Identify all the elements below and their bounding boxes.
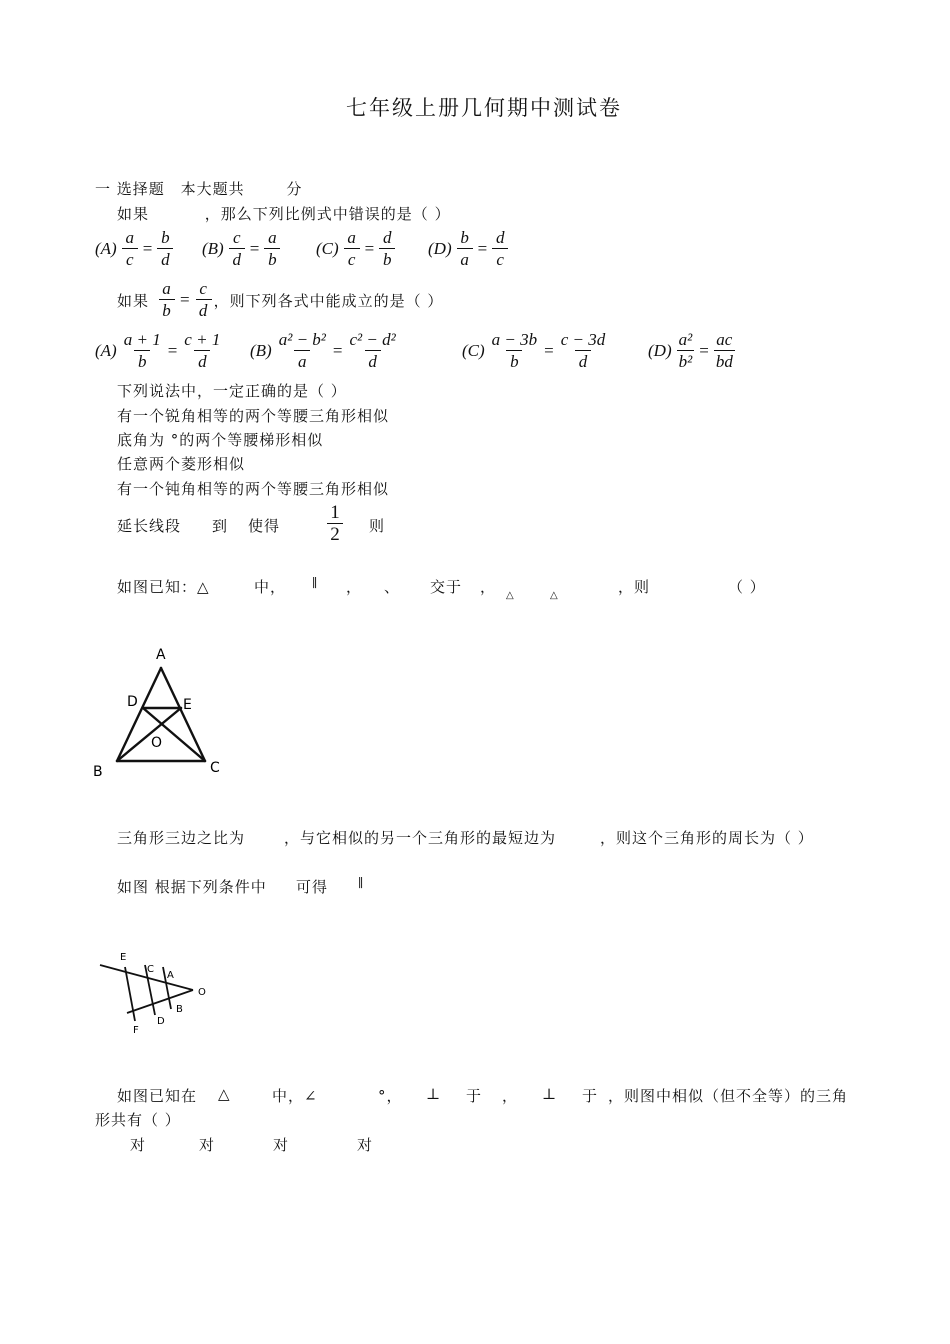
numerator: c: [232, 228, 241, 247]
q4-text-a: 延长线段: [117, 517, 182, 535]
q8-text-7: ，: [502, 1087, 519, 1105]
q5-triangle-1: △: [506, 590, 514, 601]
q4-text-d: 则: [369, 517, 386, 535]
q2-option-c: (C) $\frac{a - 3b}{b}$ = $\frac{c - 3d}{d}$: [462, 330, 606, 371]
page-title: 七年级上册几何期中测试卷: [346, 96, 622, 120]
numerator: ac: [716, 330, 733, 349]
q3-choice-3: 任意两个菱形相似: [117, 455, 246, 473]
numerator: a: [347, 228, 356, 247]
label-b: B: [176, 1004, 183, 1015]
q8-text-8: ⊥: [542, 1085, 558, 1103]
figure-triangle-abc: [90, 644, 230, 784]
denominator: b: [159, 299, 175, 321]
denominator: b²: [678, 352, 693, 371]
q8-text-9: 于: [582, 1087, 599, 1105]
q3-choice-4: 有一个钝角相等的两个等腰三角形相似: [117, 480, 390, 498]
option-label: (A): [95, 341, 117, 360]
denominator: d: [229, 248, 245, 270]
q1-stem-b: ，那么下列比例式中错误的是（ ）: [204, 205, 451, 223]
denominator: d: [194, 350, 210, 372]
q8-text-10: ，则图中相似（但不全等）的三角: [608, 1087, 849, 1105]
q3-stem: 下列说法中，一定正确的是（ ）: [117, 382, 347, 400]
q5-text-h: ，则: [618, 578, 651, 596]
label-c: C: [210, 760, 220, 776]
denominator: d: [196, 299, 212, 321]
denominator: 2: [327, 523, 343, 545]
section-heading: [95, 178, 302, 199]
label-o: O: [198, 987, 206, 998]
q5-text-f: 交于: [430, 578, 463, 596]
numerator: b: [161, 228, 170, 247]
denominator: a: [457, 248, 473, 270]
numerator: a − 3b: [491, 330, 538, 349]
q5-parallel: ∥: [312, 576, 319, 590]
label-d: D: [127, 694, 138, 710]
q7-parallel: ∥: [358, 876, 365, 890]
figure-lines-eo: [95, 945, 225, 1040]
denominator: d: [575, 350, 591, 372]
segment-ac: [161, 668, 205, 761]
denominator: c: [492, 248, 508, 270]
q8-text-5: ⊥: [426, 1085, 442, 1103]
denominator: b: [264, 248, 280, 270]
denominator: b: [379, 248, 395, 270]
numerator: a: [125, 228, 134, 247]
q6-text-b: ，与它相似的另一个三角形的最短边为: [284, 829, 557, 847]
q8-answer-c: 对: [273, 1136, 290, 1154]
q8-text-1: 如图已知在: [117, 1087, 198, 1105]
option-label: (D): [428, 239, 452, 258]
q3-choice-1: 有一个锐角相等的两个等腰三角形相似: [117, 407, 390, 425]
numerator: a² − b²: [278, 330, 326, 349]
numerator: d: [383, 228, 392, 247]
denominator: d: [157, 248, 173, 270]
q8-text-6: 于: [466, 1087, 483, 1105]
q4-fraction: [325, 503, 345, 545]
denominator: b: [506, 350, 522, 372]
q6-text-c: ，则这个三角形的周长为（ ）: [600, 829, 814, 847]
q8-text-3: 中，∠: [272, 1087, 318, 1105]
label-e: E: [183, 697, 192, 713]
q1-option-d: (D) $\frac{b}{a}$ = $\frac{d}{c}$: [428, 228, 510, 270]
q8-text-4: °，: [378, 1087, 403, 1105]
label-b: B: [93, 764, 103, 780]
q3-choice-2: 底角为 °的两个等腰梯形相似: [117, 431, 324, 449]
q5-answer-paren: （ ）: [728, 578, 766, 596]
q8-text-2: △: [218, 1085, 231, 1103]
label-a: A: [156, 647, 166, 663]
denominator: a: [294, 350, 310, 372]
denominator: b: [134, 350, 150, 372]
q2-stem-a: 如果: [117, 291, 150, 310]
numerator: a + 1: [123, 330, 161, 349]
numerator: c² − d²: [349, 330, 396, 349]
numerator: 1: [330, 502, 340, 523]
q5-text-a: 如图已知：△: [117, 578, 210, 596]
numerator: c: [199, 279, 208, 298]
option-label: (A): [95, 239, 117, 258]
q6-text-a: 三角形三边之比为: [117, 829, 246, 847]
q4-text-b: 到: [212, 517, 229, 535]
q1-option-b: (B) $\frac{c}{d}$ = $\frac{a}{b}$: [202, 228, 282, 270]
label-c: C: [147, 964, 154, 975]
q1-stem: [117, 203, 451, 224]
segment-fo: [127, 990, 193, 1013]
q5-text-e: 、: [384, 578, 401, 596]
q7-text-b: 可得: [296, 878, 329, 896]
numerator: a: [162, 279, 172, 298]
q5-text-g: ，: [480, 578, 497, 596]
segment-eb: [117, 708, 181, 761]
numerator: a²: [678, 330, 693, 349]
denominator: c: [344, 248, 360, 270]
q7-text-a: 如图 根据下列条件中: [117, 878, 267, 896]
q2-stem: 如果 $\frac{a}{b}$ = $\frac{c}{d}$ ，则下列各式中能成立的是（ ）: [117, 279, 444, 320]
section-sub: 本大题共: [180, 180, 245, 198]
numerator: a: [268, 228, 277, 247]
section-fen: 分: [286, 180, 303, 198]
option-label: (C): [462, 341, 485, 360]
label-d: D: [157, 1016, 165, 1027]
q8-answer-b: 对: [199, 1136, 216, 1154]
q1-option-c: (C) $\frac{a}{c}$ = $\frac{d}{b}$: [316, 228, 397, 270]
q8-answer-d: 对: [357, 1136, 374, 1154]
denominator: bd: [715, 352, 733, 371]
option-label: (B): [250, 341, 272, 360]
option-label: (D): [648, 341, 672, 360]
label-o: O: [151, 735, 163, 751]
q1-stem-a: 如果: [117, 205, 150, 223]
numerator: c + 1: [184, 330, 221, 349]
q5-text-b: 中，: [254, 578, 287, 596]
option-label: (C): [316, 239, 339, 258]
section-label: 一 选择题: [95, 180, 165, 198]
q8-answer-a: 对: [130, 1136, 147, 1154]
q1-option-a: (A) $\frac{a}{c}$ = $\frac{b}{d}$: [95, 228, 175, 270]
label-e: E: [120, 952, 127, 963]
numerator: d: [495, 228, 505, 247]
q5-text-d: ，: [346, 578, 363, 596]
denominator: d: [365, 350, 381, 372]
label-a: A: [167, 970, 174, 981]
q8-text-line2: 形共有（ ）: [95, 1111, 181, 1129]
denominator: c: [122, 248, 138, 270]
q2-option-b: (B) $\frac{\text{a² − b²}}{a}$ = $\frac{\text{c² − d²}}{d}$: [250, 330, 396, 371]
label-f: F: [133, 1025, 139, 1036]
q2-option-a: (A) $\frac{a + 1}{b}$ = $\frac{c + 1}{d}$: [95, 330, 221, 371]
option-label: (B): [202, 239, 224, 258]
q4-text-c: 使得: [248, 517, 281, 535]
q2-stem-b: ，则下列各式中能成立的是（ ）: [213, 291, 444, 310]
q5-triangle-2: △: [550, 590, 558, 601]
q2-option-d: (D) $\frac{\text{a²}}{\text{b²}}$ = $\frac{ac}{bd}$: [648, 330, 733, 371]
numerator: b: [460, 228, 469, 247]
numerator: c − 3d: [560, 330, 606, 349]
